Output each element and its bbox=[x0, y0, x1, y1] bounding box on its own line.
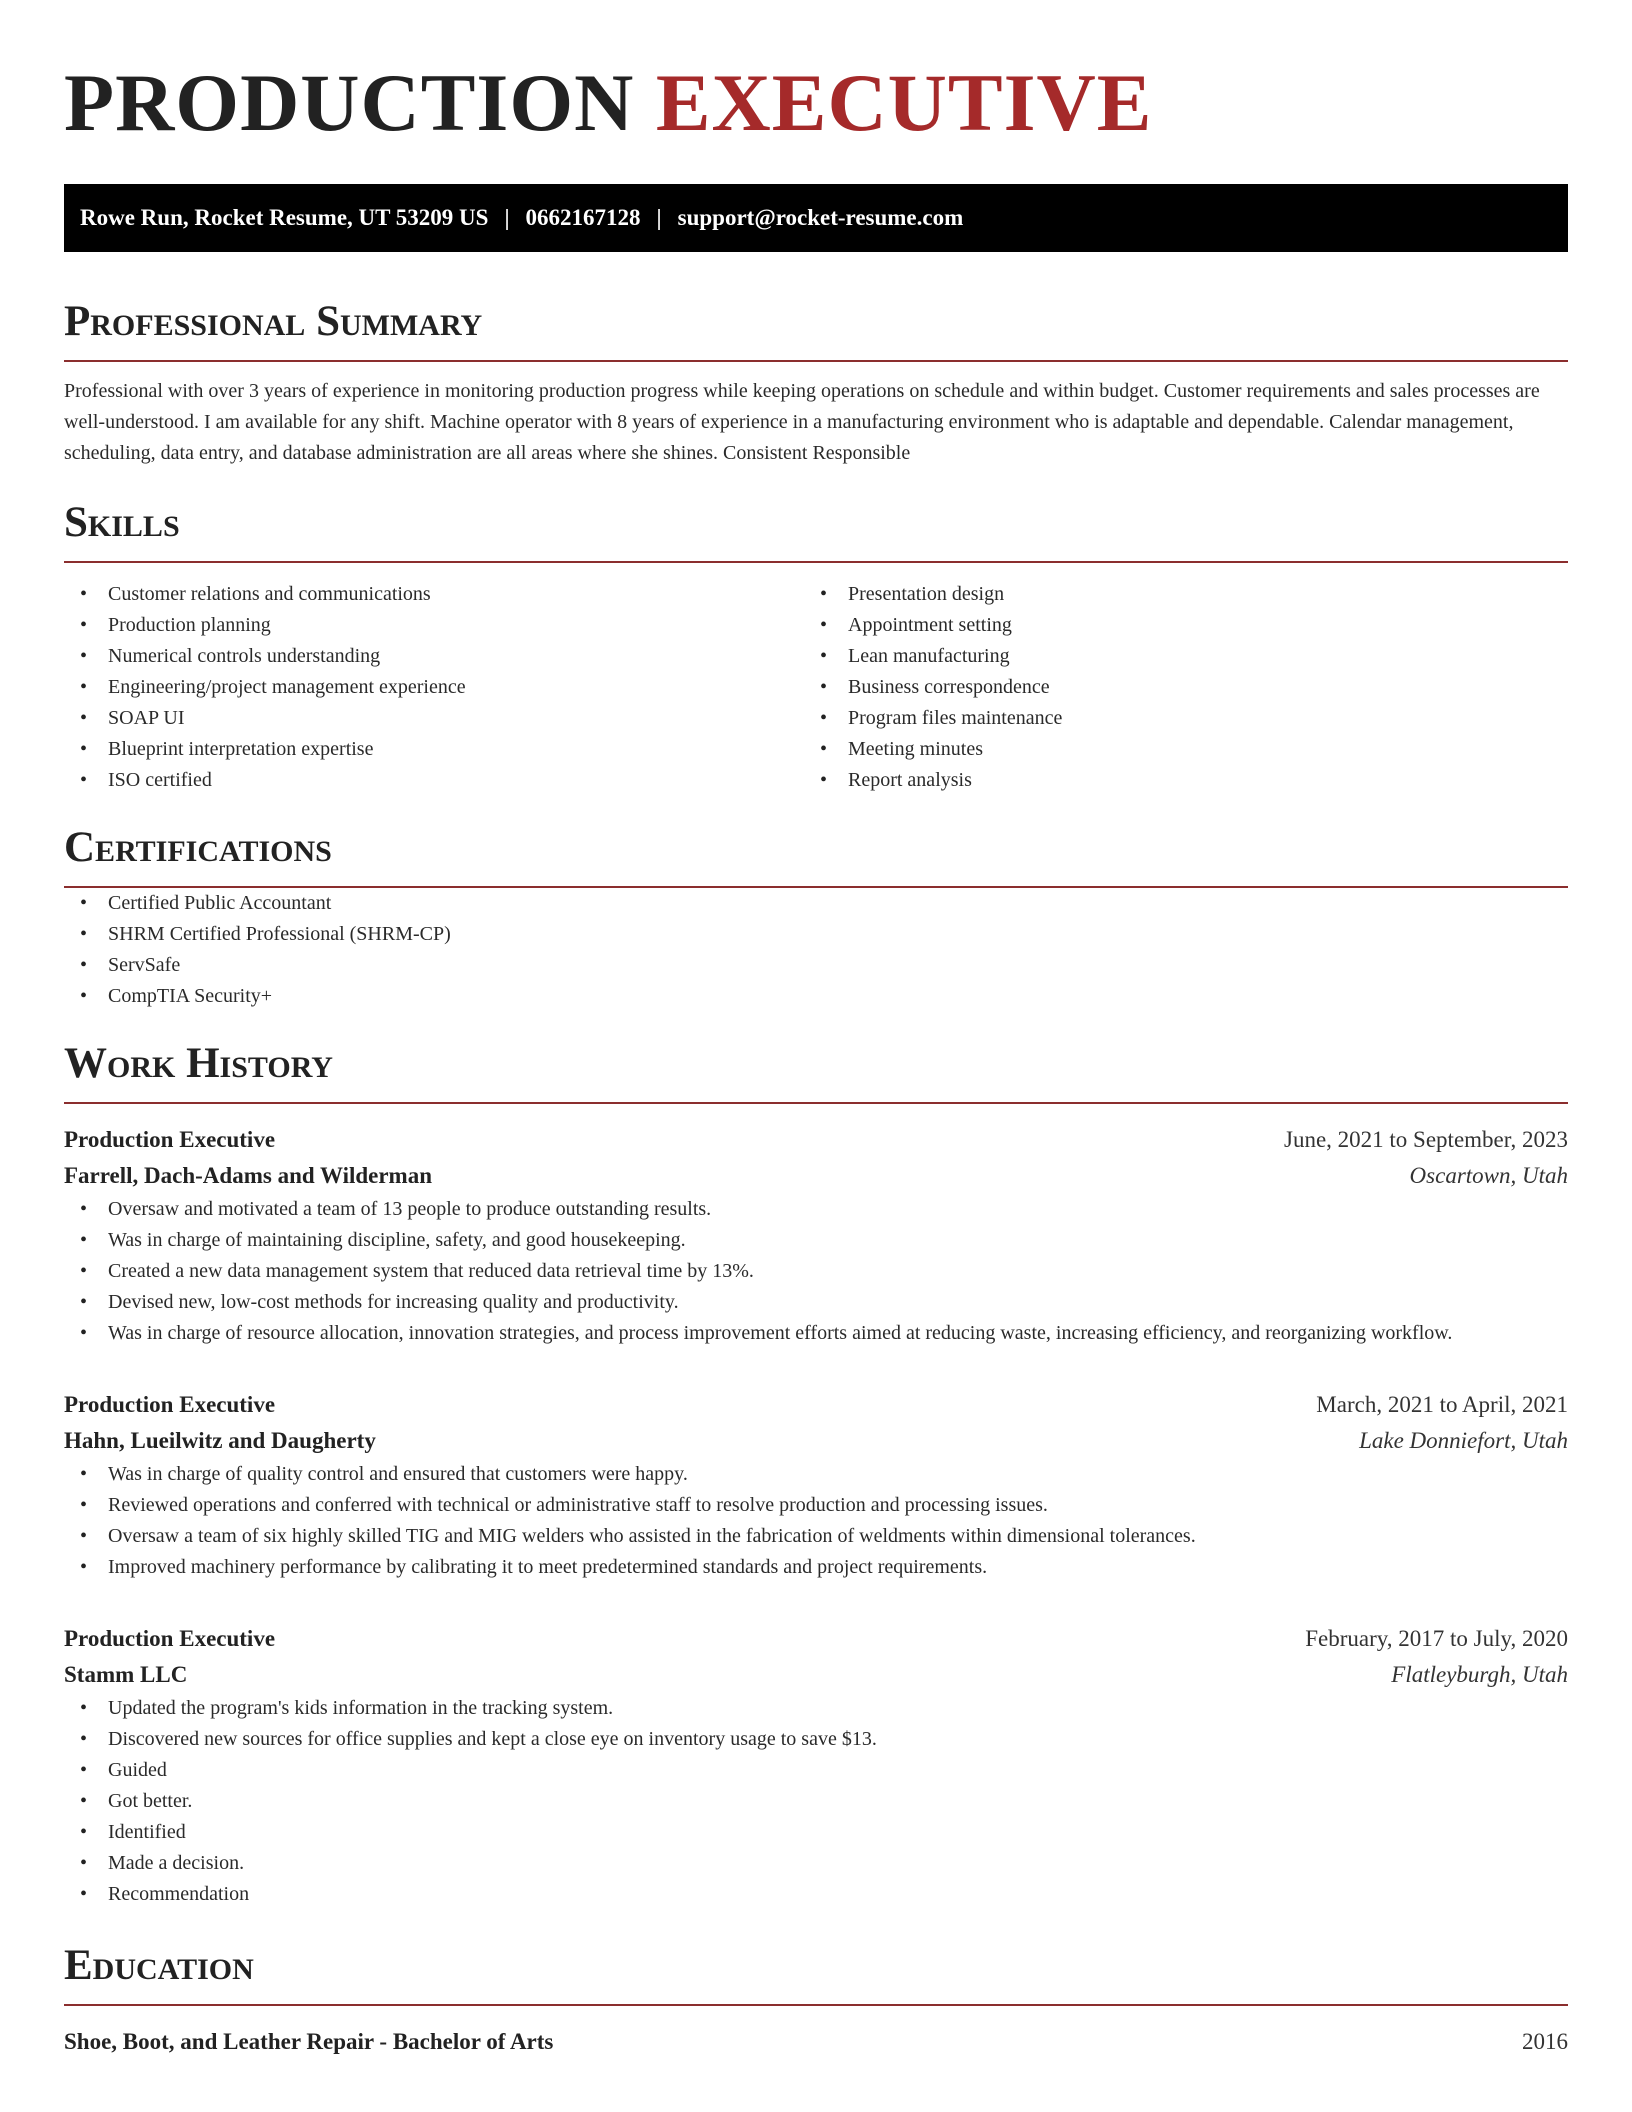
job-duty: • Oversaw a team of six highly skilled TIG and MIG welders who assisted in the fabrication of weldments within dimensional tolerances. bbox=[64, 1521, 1568, 1552]
education-entry bbox=[64, 2024, 1568, 2060]
job-duty: • Discovered new sources for office supplies and kept a close eye on inventory usage to save $13. bbox=[64, 1724, 1568, 1755]
job-dates: February, 2017 to July, 2020 bbox=[1305, 1626, 1568, 1651]
education-year: 2016 bbox=[1522, 2029, 1568, 2054]
skill-item: • Engineering/project management experience bbox=[64, 672, 804, 703]
skill-item: • SOAP UI bbox=[64, 703, 804, 734]
job-entry bbox=[64, 1387, 1568, 1583]
job-duty: • Identified bbox=[64, 1817, 1568, 1848]
job-title: Production Executive bbox=[64, 1392, 276, 1417]
job-location: Flatleyburgh, Utah bbox=[1391, 1662, 1568, 1687]
job-dates: March, 2021 to April, 2021 bbox=[1316, 1392, 1568, 1417]
skill-item: • Presentation design bbox=[804, 579, 1544, 610]
skill-item: • Business correspondence bbox=[804, 672, 1544, 703]
skill-item: • Report analysis bbox=[804, 765, 1544, 796]
certification-item: • SHRM Certified Professional (SHRM-CP) bbox=[64, 919, 1568, 950]
certifications-list bbox=[64, 888, 1568, 1012]
name-first: PRODUCTION bbox=[64, 57, 635, 148]
job-duty: • Was in charge of resource allocation, innovation strategies, and process improvement efforts aimed at reducing waste, increasing efficiency, and reorganizing workflow. bbox=[64, 1318, 1568, 1349]
resume-name bbox=[64, 56, 1568, 150]
skill-item: • Numerical controls understanding bbox=[64, 641, 804, 672]
job-duty: • Was in charge of maintaining discipline, safety, and good housekeeping. bbox=[64, 1225, 1568, 1256]
skill-item: • Meeting minutes bbox=[804, 734, 1544, 765]
job-duty: • Got better. bbox=[64, 1786, 1568, 1817]
job-dates: June, 2021 to September, 2023 bbox=[1284, 1127, 1568, 1152]
contact-email: support@rocket-resume.com bbox=[677, 205, 964, 230]
skill-item: • Program files maintenance bbox=[804, 703, 1544, 734]
certifications-heading: Certifications bbox=[64, 822, 1568, 888]
skill-item: • ISO certified bbox=[64, 765, 804, 796]
name-last: EXECUTIVE bbox=[655, 57, 1153, 148]
skills-list-right bbox=[804, 579, 1544, 796]
job-duties-list bbox=[64, 1459, 1568, 1583]
job-duty: • Oversaw and motivated a team of 13 people to produce outstanding results. bbox=[64, 1194, 1568, 1225]
job-duties-list bbox=[64, 1693, 1568, 1910]
education-degree: Shoe, Boot, and Leather Repair - Bachelor of Arts bbox=[64, 2029, 554, 2054]
skill-item: • Customer relations and communications bbox=[64, 579, 804, 610]
skill-item: • Production planning bbox=[64, 610, 804, 641]
education-heading: Education bbox=[64, 1940, 1568, 2006]
certification-item: • ServSafe bbox=[64, 950, 1568, 981]
contact-bar bbox=[64, 184, 1568, 252]
job-duty: • Made a decision. bbox=[64, 1848, 1568, 1879]
job-duty: • Reviewed operations and conferred with technical or administrative staff to resolve production and processing issues. bbox=[64, 1490, 1568, 1521]
job-duty: • Devised new, low-cost methods for increasing quality and productivity. bbox=[64, 1287, 1568, 1318]
skill-item: • Lean manufacturing bbox=[804, 641, 1544, 672]
job-duty: • Guided bbox=[64, 1755, 1568, 1786]
contact-separator: | bbox=[504, 205, 510, 230]
job-location: Oscartown, Utah bbox=[1409, 1163, 1568, 1188]
work-history-heading: Work History bbox=[64, 1038, 1568, 1104]
skills-list-left bbox=[64, 579, 804, 796]
summary-text: Professional with over 3 years of experience in monitoring production progress while keeping operations on schedule and within budget. Customer requirements and sales processes are well-understood. I am available for any shift. Machine operator with 8 years of experience in a manufacturing environment who is adaptable and dependable. Calendar management, scheduling, data entry, and database administration are all areas where she shines. Consistent Responsible bbox=[64, 380, 1540, 464]
job-duty: • Recommendation bbox=[64, 1879, 1568, 1910]
job-location: Lake Donniefort, Utah bbox=[1359, 1428, 1568, 1453]
skills-grid bbox=[64, 579, 1568, 796]
certification-item: • Certified Public Accountant bbox=[64, 888, 1568, 919]
job-title: Production Executive bbox=[64, 1626, 276, 1651]
summary-heading: Professional Summary bbox=[64, 296, 1568, 362]
contact-phone: 0662167128 bbox=[525, 205, 641, 230]
skill-item: • Appointment setting bbox=[804, 610, 1544, 641]
contact-address: Rowe Run, Rocket Resume, UT 53209 US bbox=[80, 205, 489, 230]
job-duties-list bbox=[64, 1194, 1568, 1349]
job-entry bbox=[64, 1122, 1568, 1349]
job-duty: • Was in charge of quality control and ensured that customers were happy. bbox=[64, 1459, 1568, 1490]
job-company: Farrell, Dach-Adams and Wilderman bbox=[64, 1163, 433, 1188]
job-duty: • Improved machinery performance by calibrating it to meet predetermined standards and project requirements. bbox=[64, 1552, 1568, 1583]
contact-separator: | bbox=[656, 205, 662, 230]
job-entry bbox=[64, 1621, 1568, 1910]
job-company: Stamm LLC bbox=[64, 1662, 188, 1687]
skills-heading: Skills bbox=[64, 497, 1568, 563]
job-title: Production Executive bbox=[64, 1127, 276, 1152]
skill-item: • Blueprint interpretation expertise bbox=[64, 734, 804, 765]
job-duty: • Updated the program's kids information in the tracking system. bbox=[64, 1693, 1568, 1724]
certification-item: • CompTIA Security+ bbox=[64, 981, 1568, 1012]
job-company: Hahn, Lueilwitz and Daugherty bbox=[64, 1428, 376, 1453]
job-duty: • Created a new data management system that reduced data retrieval time by 13%. bbox=[64, 1256, 1568, 1287]
